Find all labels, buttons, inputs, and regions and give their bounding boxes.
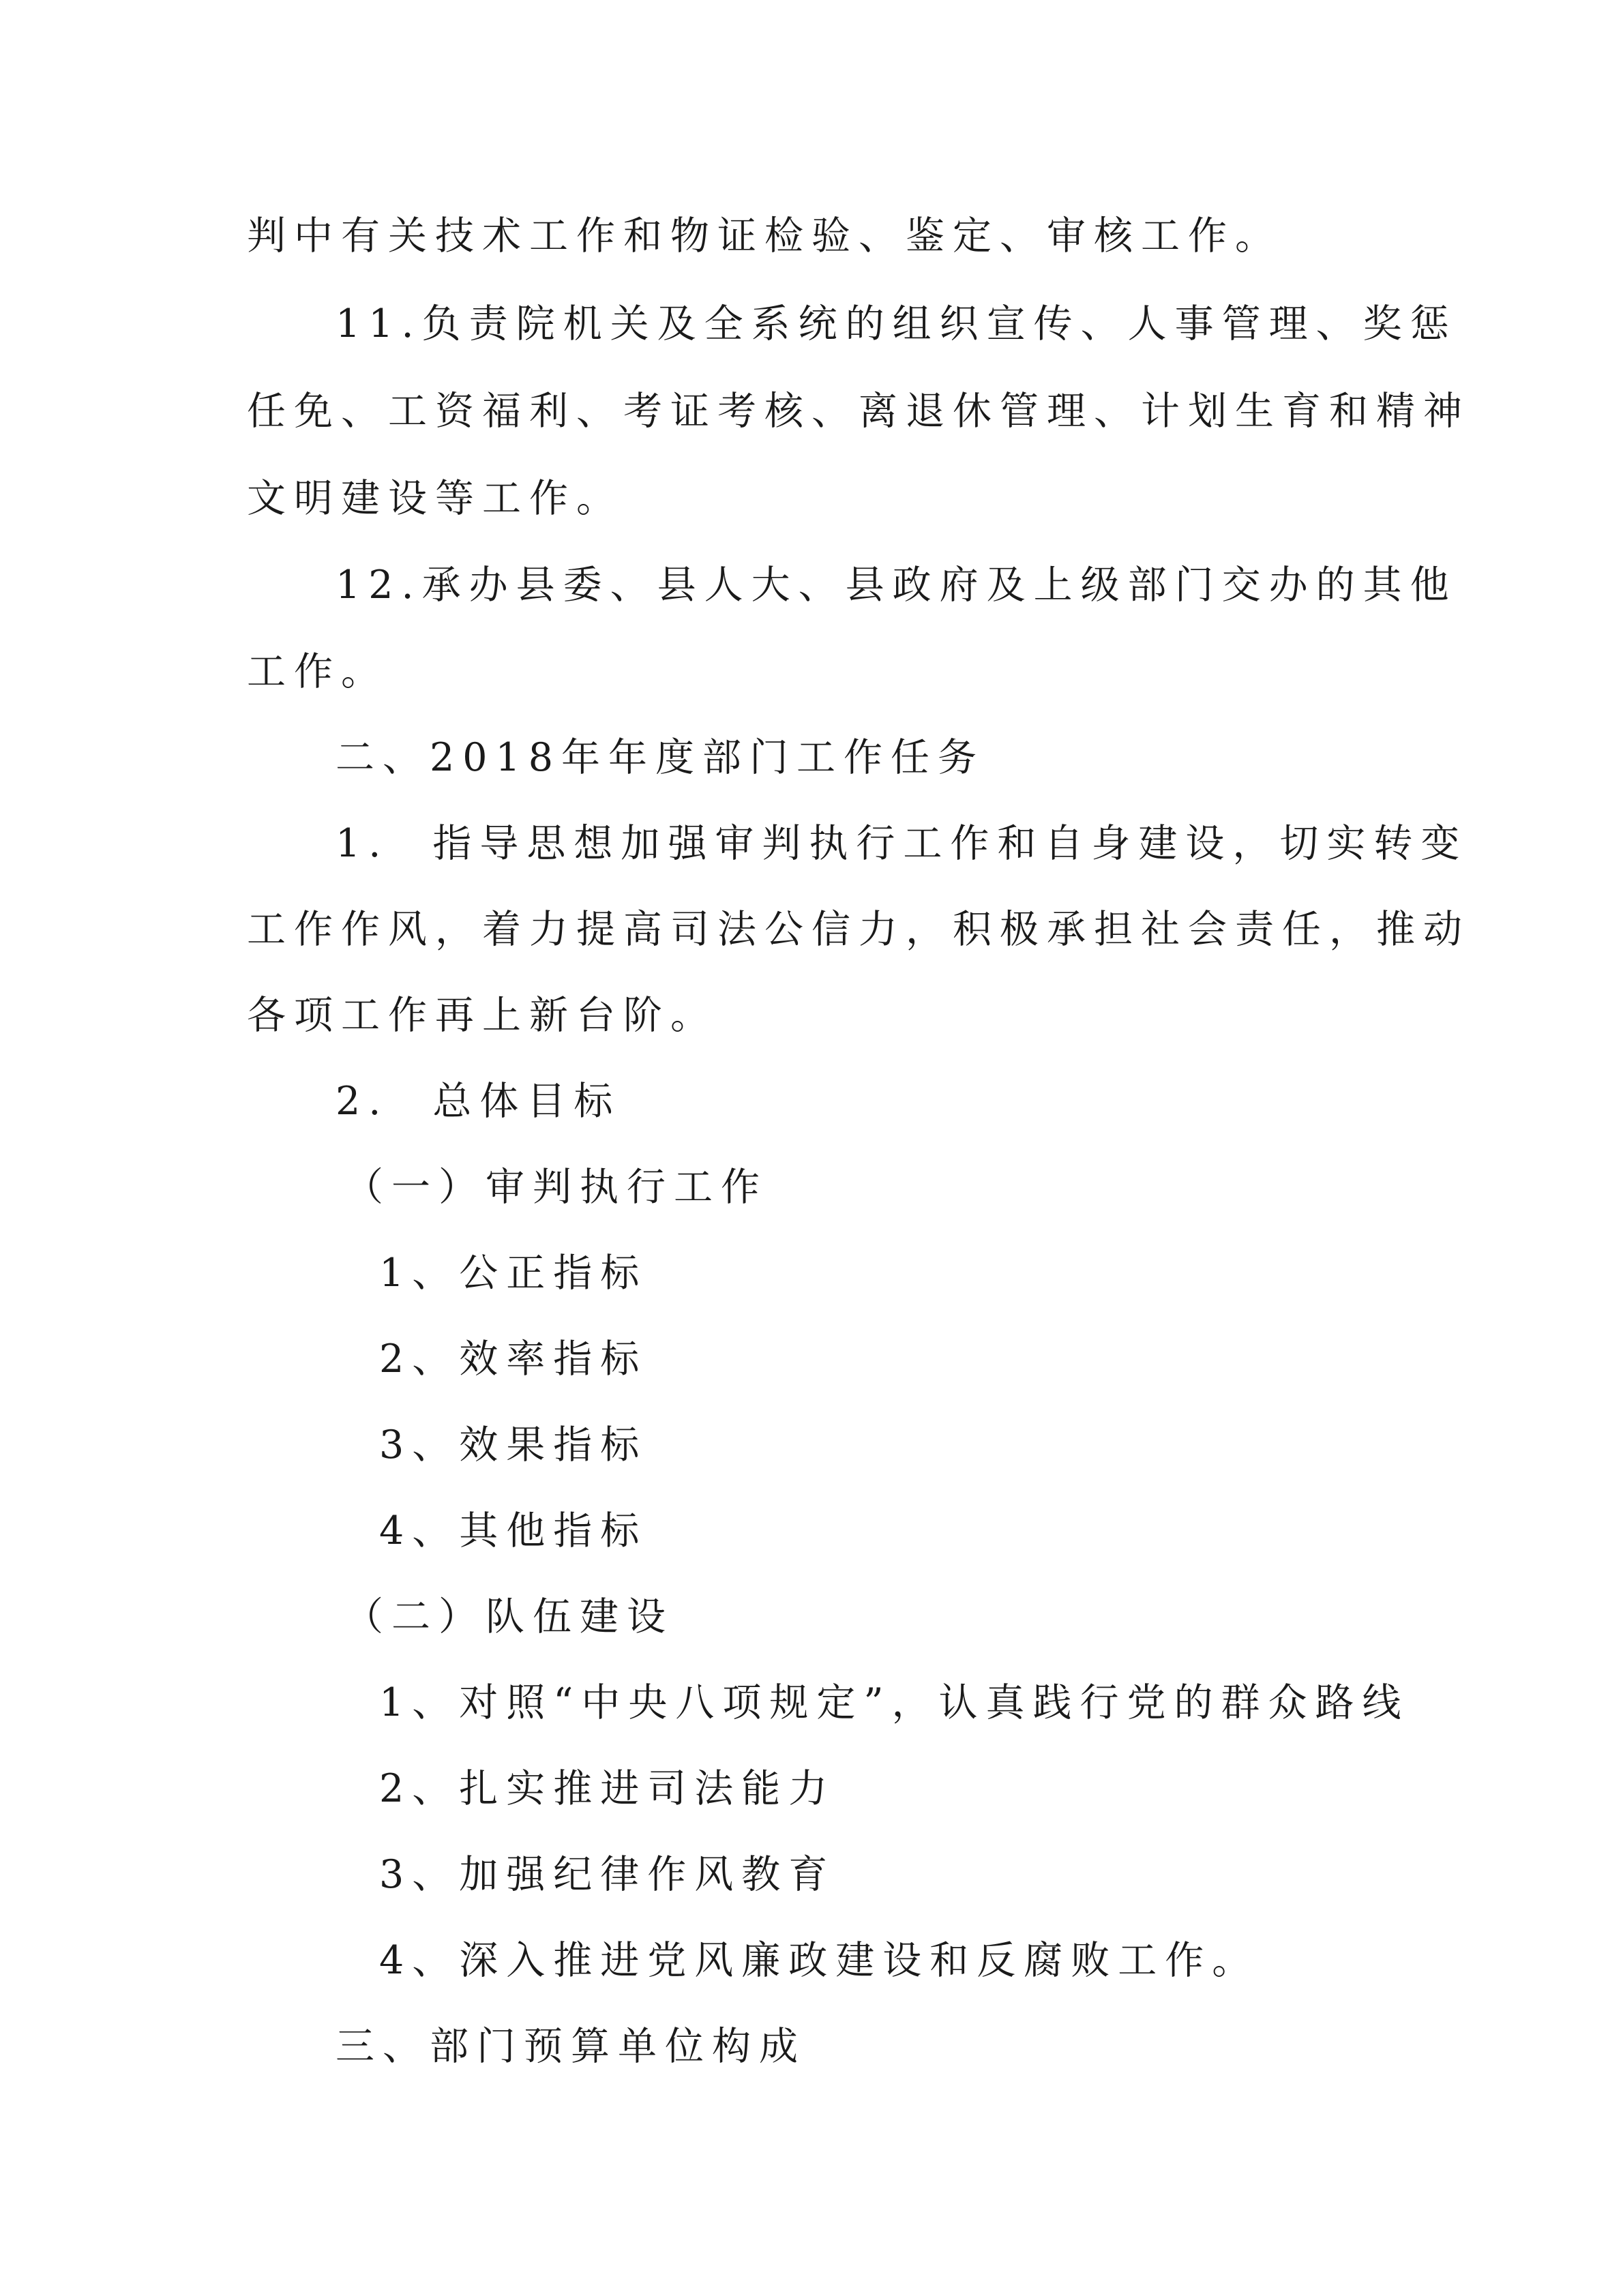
- list-item: 4、深入推进党风廉政建设和反腐败工作。: [379, 1938, 1260, 1983]
- list-item: 1、对照“中央八项规定”，认真践行党的群众路线: [379, 1680, 1410, 1725]
- text-content: 总体目标: [432, 1079, 621, 1124]
- section-heading: 二、2018年年度部门工作任务: [336, 735, 985, 780]
- text-line: 判中有关技术工作和物证检验、鉴定、审核工作。: [247, 213, 1282, 258]
- text-line: [336, 1074, 621, 1129]
- list-number: 2.: [336, 1079, 389, 1124]
- list-item: 2、扎实推进司法能力: [379, 1766, 836, 1811]
- list-item: 1、公正指标: [379, 1251, 648, 1296]
- text-line: 任免、工资福利、考证考核、离退休管理、计划生育和精神: [247, 389, 1470, 434]
- list-item: 3、加强纪律作风教育: [379, 1852, 836, 1897]
- subsection-heading: （二）队伍建设: [344, 1594, 674, 1639]
- section-heading: 三、部门预算单位构成: [336, 2024, 806, 2069]
- subsection-heading: （一）审判执行工作: [344, 1165, 768, 1210]
- list-number: 1.: [336, 821, 389, 866]
- text-line: [336, 816, 1468, 871]
- list-item: 4、其他指标: [379, 1508, 648, 1553]
- text-line: 文明建设等工作。: [247, 476, 623, 521]
- list-item: 3、效果指标: [379, 1422, 648, 1467]
- text-line: 工作作风，着力提高司法公信力，积极承担社会责任，推动: [247, 907, 1470, 952]
- text-line: 各项工作再上新台阶。: [247, 993, 717, 1038]
- text-line: 12.承办县委、县人大、县政府及上级部门交办的其他: [336, 563, 1457, 608]
- text-line: 工作。: [247, 649, 388, 694]
- text-line: 11.负责院机关及全系统的组织宣传、人事管理、奖惩: [336, 301, 1457, 346]
- list-item: 2、效率指标: [379, 1337, 648, 1382]
- text-content: 指导思想加强审判执行工作和自身建设，切实转变: [432, 821, 1468, 866]
